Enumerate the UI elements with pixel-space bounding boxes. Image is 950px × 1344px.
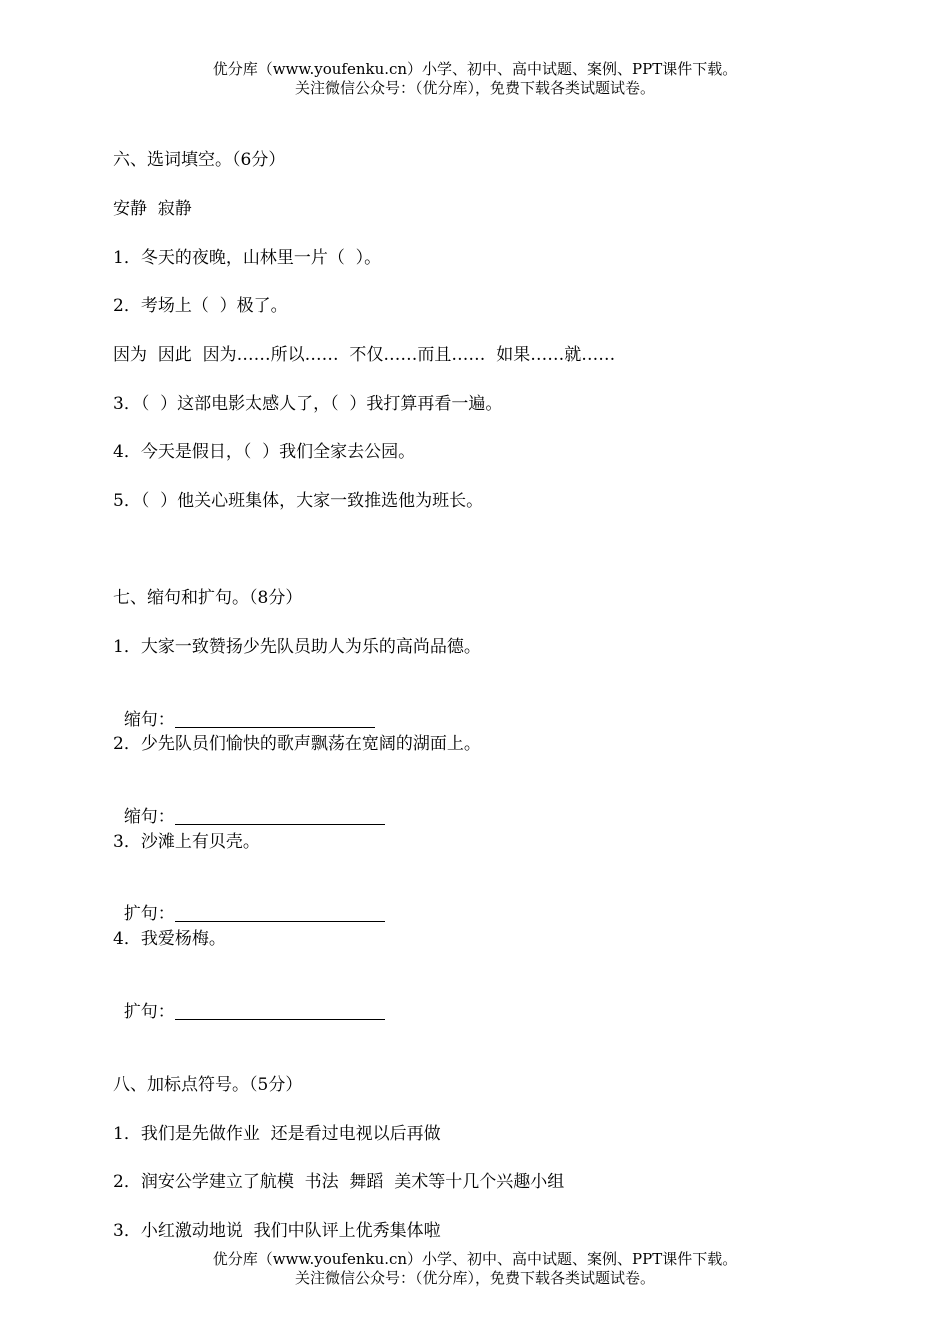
section-6-question-2: 2．考场上（ ）极了。 xyxy=(113,296,288,316)
section-6-word-bank-1: 安静 寂静 xyxy=(113,199,192,219)
section-7-answer-1 xyxy=(113,684,375,732)
section-8-question-1: 1．我们是先做作业 还是看过电视以后再做 xyxy=(113,1124,441,1144)
footer-line-2: 关注微信公众号：（优分库），免费下载各类试题试卷。 xyxy=(294,1269,655,1287)
section-7-answer-3 xyxy=(113,878,385,926)
answer-blank[interactable] xyxy=(175,711,375,728)
answer-label: 缩句： xyxy=(123,710,175,730)
section-8-title: 八、加标点符号。（5分） xyxy=(113,1075,303,1095)
answer-label: 缩句： xyxy=(123,807,175,827)
section-6-title: 六、选词填空。（6分） xyxy=(113,150,286,170)
answer-blank[interactable] xyxy=(175,905,385,922)
section-7-title: 七、缩句和扩句。（8分） xyxy=(113,588,303,608)
section-8-question-3: 3．小红激动地说 我们中队评上优秀集体啦 xyxy=(113,1221,441,1241)
answer-label: 扩句： xyxy=(123,904,175,924)
answer-label: 扩句： xyxy=(123,1002,175,1022)
section-6-question-3: 3．（ ）这部电影太感人了，（ ）我打算再看一遍。 xyxy=(113,394,503,414)
section-6-question-1: 1．冬天的夜晚，山林里一片（ ）。 xyxy=(113,248,382,268)
section-7-answer-2 xyxy=(113,781,385,829)
section-8-question-2: 2．润安公学建立了航模 书法 舞蹈 美术等十几个兴趣小组 xyxy=(113,1172,565,1192)
header-line-1: 优分库（www.youfenku.cn）小学、初中、高中试题、案例、PPT课件下载。 xyxy=(212,60,738,78)
section-6-question-5: 5．（ ）他关心班集体，大家一致推选他为班长。 xyxy=(113,491,484,511)
section-7-question-2: 2．少先队员们愉快的歌声飘荡在宽阔的湖面上。 xyxy=(113,734,481,754)
footer-line-1: 优分库（www.youfenku.cn）小学、初中、高中试题、案例、PPT课件下载。 xyxy=(212,1250,738,1268)
section-6-word-bank-2: 因为 因此 因为……所以…… 不仅……而且…… 如果……就…… xyxy=(113,345,616,365)
section-7-question-4: 4．我爱杨梅。 xyxy=(113,929,226,949)
section-6-question-4: 4．今天是假日，（ ）我们全家去公园。 xyxy=(113,442,416,462)
section-7-answer-4 xyxy=(113,976,385,1024)
header-line-2: 关注微信公众号：（优分库），免费下载各类试题试卷。 xyxy=(294,79,655,97)
section-7-question-3: 3．沙滩上有贝壳。 xyxy=(113,832,260,852)
answer-blank[interactable] xyxy=(175,1003,385,1020)
answer-blank[interactable] xyxy=(175,808,385,825)
section-7-question-1: 1．大家一致赞扬少先队员助人为乐的高尚品德。 xyxy=(113,637,481,657)
